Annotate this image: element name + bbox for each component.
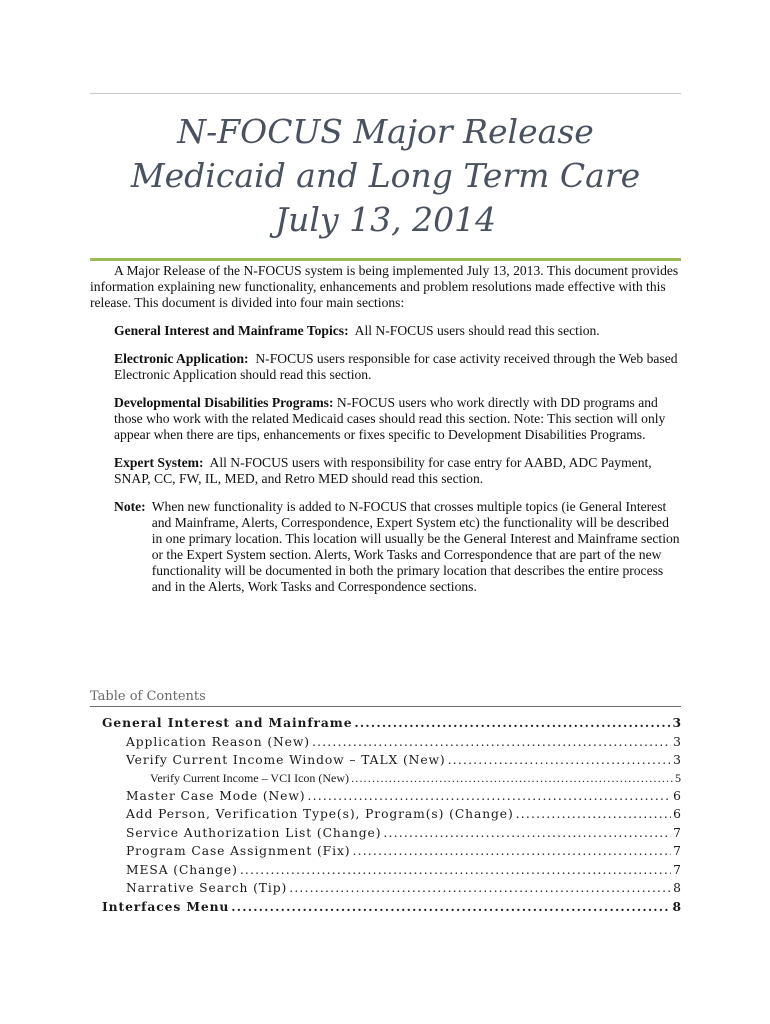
toc-leader [351, 770, 673, 787]
toc-leader [354, 714, 670, 733]
toc-entry-service-authorization-list[interactable] [90, 824, 681, 843]
toc-page-number: 7 [673, 844, 681, 858]
toc-page-number: 6 [673, 807, 681, 821]
section-text: N-FOCUS users responsible for case activity received through the Web based Electronic Application should read this section. [114, 351, 678, 382]
toc-entry-vci-icon[interactable] [90, 770, 681, 787]
toc-entry-general-interest[interactable] [90, 714, 681, 733]
toc-entry-label: Master Case Mode (New) [126, 788, 306, 803]
section-expert-system [114, 455, 681, 487]
section-text: N-FOCUS users who work directly with DD programs and those who work with the related Medicaid cases should read this section. Note: This section will only appear when there are tips, enhancements or fixes specific to Development Disabilities Programs. [114, 395, 666, 442]
toc-entry-program-case-assignment[interactable] [90, 842, 681, 861]
note-label: Note: [114, 499, 146, 514]
toc-page-number: 3 [672, 715, 681, 730]
note-text: When new functionality is added to N-FOCUS that crosses multiple topics (ie General Interest and Mainframe, Alerts, Correspondence, Expert System etc) the functionality will be described in one primary location. This location will usually be the General Interest and Mainframe section or the Expert System section. Alerts, Work Tasks and Correspondence that are part of the new functionality will be documented in both the primary location that describes the entire process and in the Alerts, Work Tasks and Correspondence sections. [151, 499, 680, 594]
section-developmental-disabilities [114, 395, 681, 443]
section-heading: Expert System: [114, 455, 204, 470]
toc-entry-label: Application Reason (New) [126, 734, 310, 749]
toc-entry-master-case-mode[interactable] [90, 787, 681, 806]
section-text: All N-FOCUS users with responsibility for case entry for AABD, ADC Payment, SNAP, CC, FW, IL, MED, and Retro MED should read this section. [114, 455, 652, 486]
toc-entry-label: Service Authorization List (Change) [126, 825, 382, 840]
toc-leader [352, 842, 671, 861]
toc-page-number: 3 [673, 734, 681, 749]
top-divider [90, 93, 681, 94]
toc-entry-mesa[interactable] [90, 861, 681, 880]
toc-page-number: 3 [673, 753, 681, 767]
intro-paragraph: A Major Release of the N-FOCUS system is being implemented July 13, 2013. This document provides information explaining new functionality, enhancements and problem resolutions made effective with this release. This document is divided into four main sections: [90, 263, 679, 310]
section-heading: Electronic Application: [114, 351, 249, 366]
title-line-3: July 13, 2014 [274, 200, 497, 239]
title-line-2: Medicaid and Long Term Care [130, 156, 641, 195]
toc-entry-label: General Interest and Mainframe [102, 715, 353, 730]
toc-leader [448, 751, 672, 770]
document-body [90, 263, 681, 595]
toc-entry-application-reason[interactable] [90, 733, 681, 752]
section-heading: Developmental Disabilities Programs: [114, 395, 334, 410]
section-heading: General Interest and Mainframe Topics: [114, 323, 349, 338]
toc-entry-label: Interfaces Menu [102, 898, 230, 914]
toc-page-number: 7 [673, 825, 681, 840]
toc-entry-label: Verify Current Income Window – TALX (New) [126, 753, 446, 767]
toc-entry-label: MESA (Change) [126, 862, 238, 877]
toc-entry-verify-current-income-talx[interactable] [90, 751, 681, 770]
toc-page-number: 8 [673, 881, 681, 895]
section-electronic-application [114, 351, 681, 383]
toc-entry-label: Verify Current Income – VCI Icon (New) [150, 770, 350, 785]
toc-leader [312, 733, 671, 752]
toc-page-number: 5 [675, 770, 681, 785]
toc-leader [240, 861, 671, 880]
table-of-contents [90, 714, 681, 916]
toc-page-number: 6 [673, 788, 681, 803]
title-underline [90, 258, 681, 261]
toc-page-number: 8 [672, 898, 681, 914]
toc-entry-label: Narrative Search (Tip) [126, 881, 288, 895]
toc-entry-label: Add Person, Verification Type(s), Program(s) (Change) [126, 807, 514, 821]
title-line-1: N-FOCUS Major Release [177, 112, 594, 151]
toc-entry-narrative-search[interactable] [90, 879, 681, 898]
toc-leader [308, 787, 672, 806]
toc-heading: Table of Contents [90, 689, 681, 707]
toc-leader [289, 879, 671, 898]
toc-entry-add-person[interactable] [90, 805, 681, 824]
toc-leader [231, 898, 670, 917]
section-general-interest [114, 323, 681, 339]
toc-entry-interfaces-menu[interactable] [90, 898, 681, 917]
section-text: All N-FOCUS users should read this section. [354, 323, 600, 338]
toc-leader [516, 805, 672, 824]
toc-leader [383, 824, 671, 843]
toc-entry-label: Program Case Assignment (Fix) [126, 844, 351, 858]
toc-page-number: 7 [673, 862, 681, 877]
note-block [114, 499, 681, 595]
document-title [90, 110, 681, 242]
